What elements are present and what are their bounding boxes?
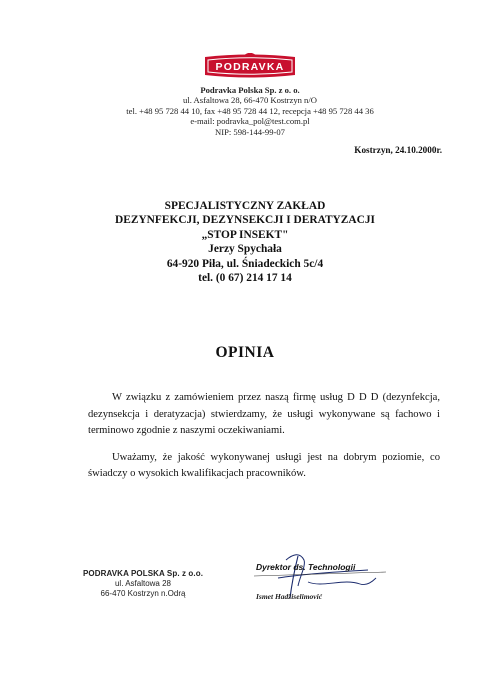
podravka-logo: [202, 53, 298, 79]
addressee-line-5: 64-920 Piła, ul. Śniadeckich 5c/4: [166, 257, 324, 270]
stamp-line-2: ul. Asfaltowa 28: [114, 579, 172, 588]
addressee-line-6: tel. (0 67) 214 17 14: [198, 272, 292, 285]
addressee-line-1: SPECJALISTYCZNY ZAKŁAD: [164, 200, 326, 212]
company-header: [110, 85, 390, 137]
logo-text: PODRAVKA: [215, 61, 285, 73]
letter-date: Kostrzyn, 24.10.2000r.: [354, 145, 442, 155]
stamp-line-3: 66-470 Kostrzyn n.Odrą: [100, 589, 186, 598]
director-title: Dyrektor ds. Technologii: [256, 562, 356, 572]
addressee-line-2: DEZYNFEKCJI, DEZYNSEKCJI I DERATYZACJI: [115, 214, 375, 227]
company-email: e-mail: podravka_pol@test.com.pl: [190, 116, 310, 127]
podravka-logo-graphic: [202, 53, 298, 79]
body-paragraph-1: W związku z zamówieniem przez naszą firmę usług D D D (dezynfekcja, dezynsekcja i deratyzacja) stwierdzamy, że usługi wykonywane są fachowo i terminowo zgodnie z naszymi oczekiwaniami.: [88, 392, 440, 437]
director-name: Ismet Hadžiselimović: [256, 592, 323, 601]
body-paragraph-2: Uważamy, że jakość wykonywanej usługi jest na dobrym poziomie, co świadczy o wysokich kwalifikacjach pracowników.: [88, 451, 440, 480]
director-signature-block: [248, 548, 388, 608]
stamp-line-1: PODRAVKA POLSKA Sp. z o.o.: [82, 569, 204, 578]
company-stamp: [78, 569, 208, 599]
company-nip: NIP: 598-144-99-07: [215, 126, 285, 137]
addressee-line-3: „STOP INSEKT": [201, 228, 289, 241]
company-address: ul. Asfaltowa 28, 66-470 Kostrzyn n/O: [183, 95, 317, 106]
addressee-block: [80, 199, 410, 285]
addressee-line-4: Jerzy Spychała: [208, 243, 282, 256]
document-title: OPINIA: [215, 344, 275, 361]
letter-body: [88, 390, 440, 493]
company-name: Podravka Polska Sp. z o. o.: [200, 85, 300, 95]
company-phones: tel. +48 95 728 44 10, fax +48 95 728 44 12, recepcja +48 95 728 44 36: [126, 105, 374, 116]
